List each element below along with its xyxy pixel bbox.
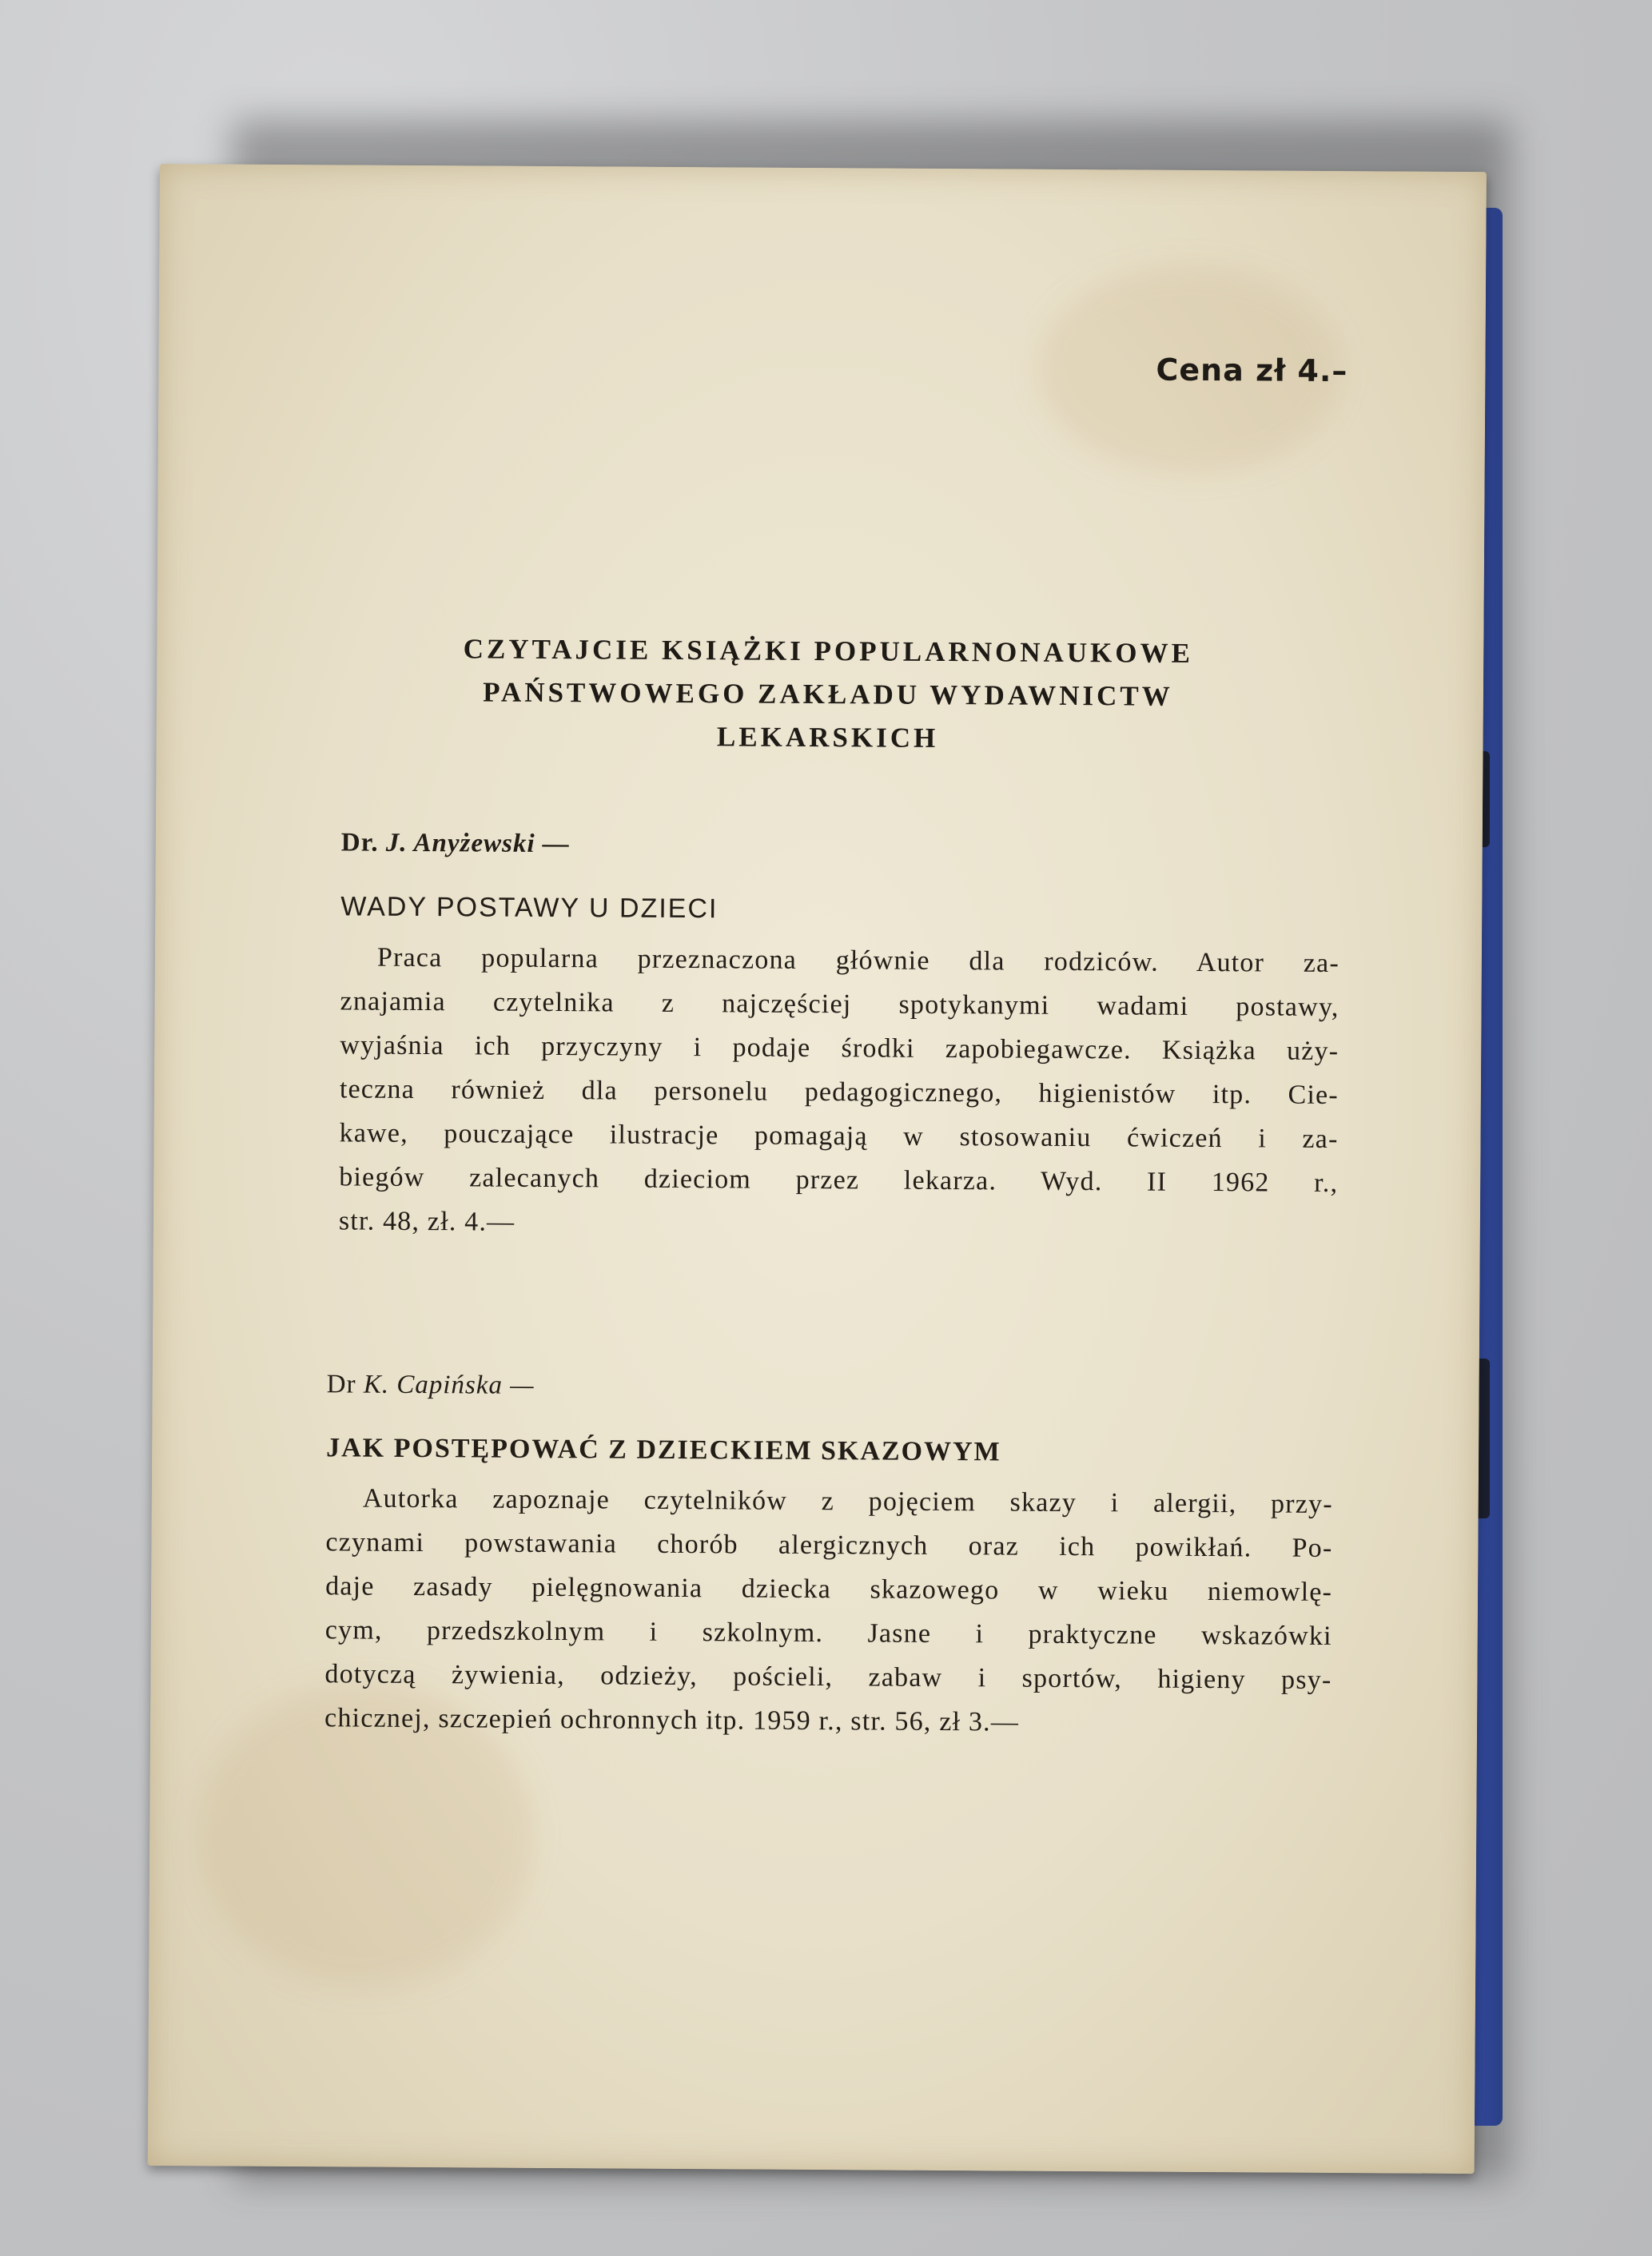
description-line: str. 48, zł. 4.— xyxy=(338,1206,516,1237)
description-line: Praca popularna przeznaczona głównie dla rodziców. Autor za- xyxy=(376,942,1340,979)
description-line: chicznej, szczepień ochronnych itp. 1959 r., str. 56, zł 3.— xyxy=(324,1703,1020,1737)
description-line: biegów zalecanych dzieciom przez lekarza. Wyd. II 1962 r., xyxy=(339,1162,1339,1199)
description-line: dotyczą żywienia, odzieży, pościeli, zabaw i sportów, higieny psy- xyxy=(324,1659,1332,1695)
description-line: wyjaśnia ich przyczyny i podaje środki zapobiegawcze. Książka uży- xyxy=(340,1030,1340,1067)
book-description xyxy=(339,935,1340,1249)
book-back-page xyxy=(148,164,1487,2174)
description-line: cym, przedszkolnym i szkolnym. Jasne i praktyczne wskazówki xyxy=(324,1615,1332,1651)
book-entry xyxy=(339,828,1340,1249)
author-name: J. Anyżewski — xyxy=(385,828,570,859)
book-title: WADY POSTAWY U DZIECI xyxy=(340,891,719,925)
author-line xyxy=(327,1370,1334,1406)
author-prefix: Dr xyxy=(326,1370,356,1399)
page-heading xyxy=(316,627,1340,762)
author-line xyxy=(341,828,1340,864)
description-line: czynami powstawania chorób alergicznych oraz ich powikłań. Po- xyxy=(325,1527,1333,1563)
description-line: kawe, pouczające ilustracje pomagają w stosowaniu ćwiczeń i za- xyxy=(339,1118,1339,1155)
heading-line: LEKARSKICH xyxy=(716,721,939,754)
description-line: znajamia czytelnika z najczęściej spotykanymi wadami postawy, xyxy=(340,986,1340,1023)
price-label: Cena zł 4.– xyxy=(1156,352,1348,389)
heading-line: CZYTAJCIE KSIĄŻKI POPULARNONAUKOWE xyxy=(463,633,1194,669)
book-entry xyxy=(324,1370,1334,1746)
book-description xyxy=(324,1476,1333,1746)
description-line: Autorka zapoznaje czytelników z pojęciem skazy i alergii, przy- xyxy=(362,1483,1333,1519)
author-prefix: Dr. xyxy=(340,828,379,857)
author-name: K. Capińska — xyxy=(363,1370,535,1400)
book-title: JAK POSTĘPOWAĆ Z DZIECKIEM SKAZOWYM xyxy=(326,1433,1001,1467)
description-line: teczna również dla personelu pedagogicznego, higienistów itp. Cie- xyxy=(339,1074,1340,1111)
heading-line: PAŃSTWOWEGO ZAKŁADU WYDAWNICTW xyxy=(483,676,1173,712)
description-line: daje zasady pielęgnowania dziecka skazowego w wieku niemowlę- xyxy=(325,1571,1333,1607)
